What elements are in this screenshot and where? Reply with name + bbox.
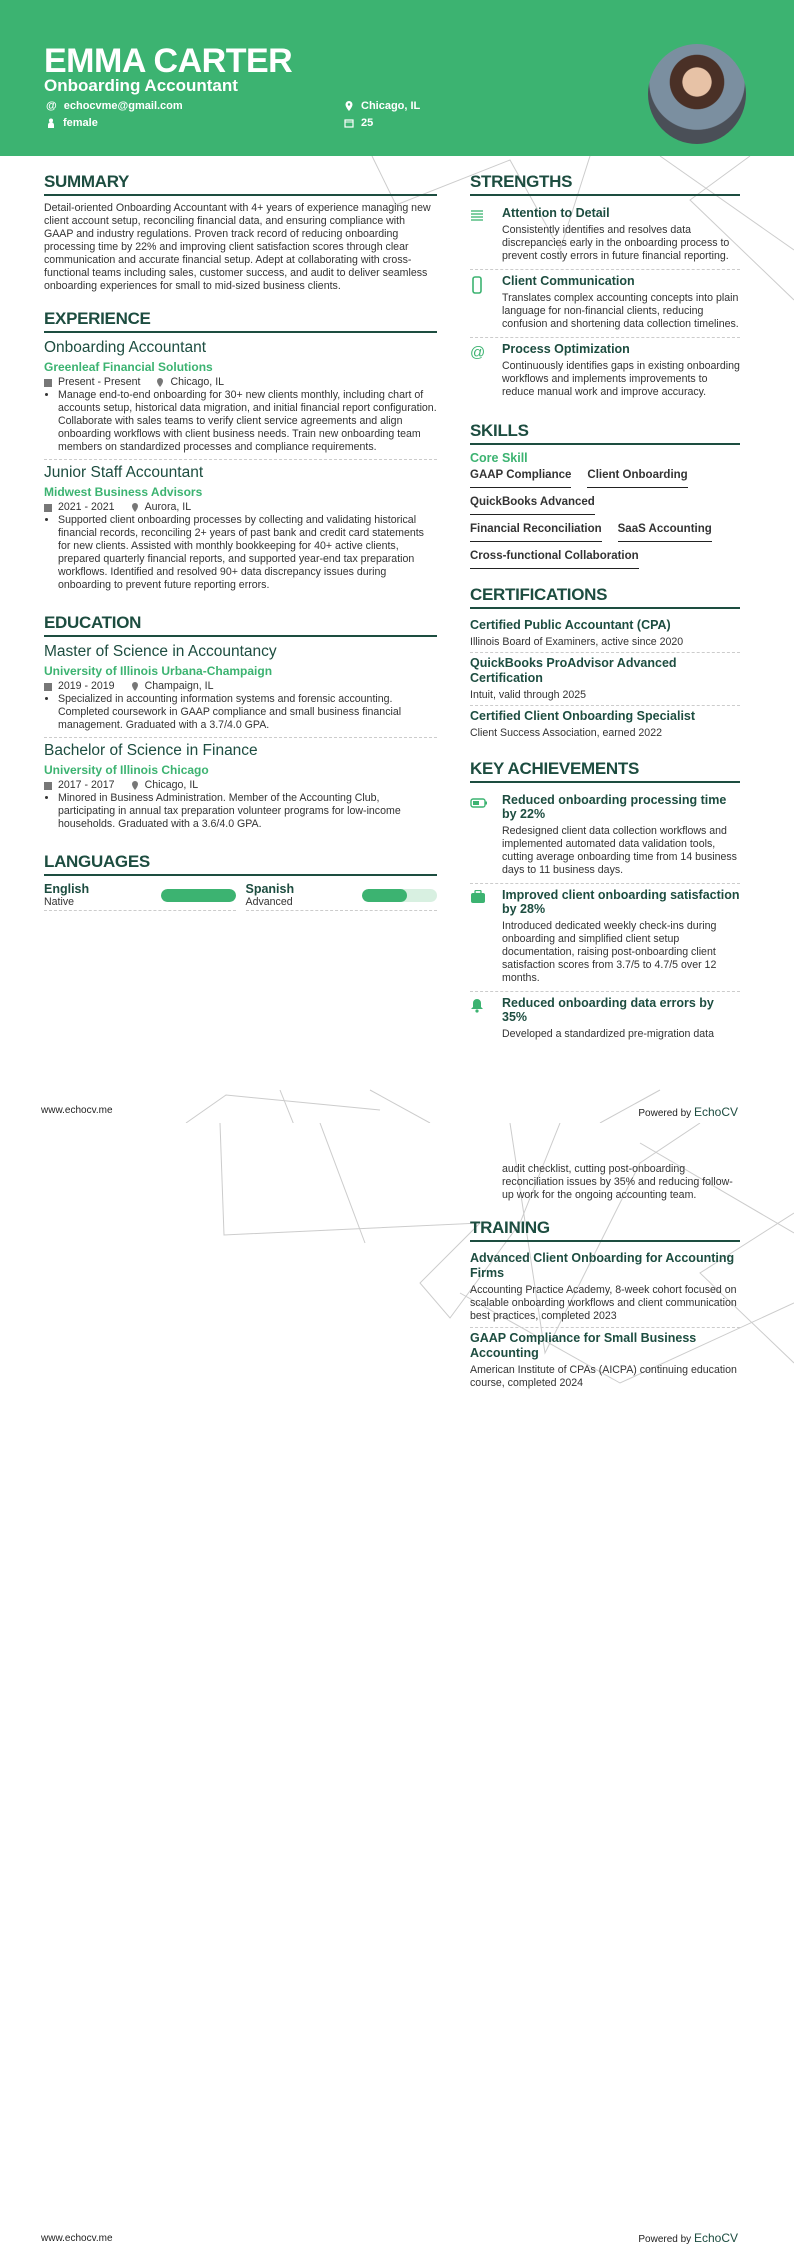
training-title: GAAP Compliance for Small Business Accounting	[470, 1331, 697, 1360]
bell-icon	[470, 998, 484, 1013]
language-level: Native	[44, 896, 75, 908]
brand-logo: EchoCV	[693, 2231, 738, 2245]
achievement-title: Reduced onboarding data errors by 35%	[502, 996, 714, 1024]
powered-by-text: Powered by	[638, 2234, 692, 2245]
location-pin-icon	[131, 781, 139, 790]
achievement-item	[470, 884, 740, 992]
contact-gender	[46, 117, 98, 129]
languages-section	[44, 852, 437, 911]
strength-item	[470, 202, 740, 270]
location-pin-icon	[156, 378, 164, 387]
dates: 2019 - 2019	[58, 680, 115, 692]
strengths-section	[470, 172, 740, 405]
location: Aurora, IL	[144, 501, 192, 513]
calendar-icon	[44, 378, 52, 387]
location: Champaign, IL	[144, 680, 214, 692]
achievements-section	[470, 759, 740, 1047]
achievement-title: Reduced onboarding processing time by 22%	[502, 793, 727, 821]
list-icon	[470, 208, 484, 222]
contact-email[interactable]	[46, 100, 183, 112]
proficiency-fill	[161, 889, 236, 902]
section-title: EXPERIENCE	[44, 309, 437, 333]
skill-tag: QuickBooks Advanced	[470, 496, 595, 515]
experience-section	[44, 309, 437, 597]
training-title: Advanced Client Onboarding for Accounting Firms	[470, 1251, 735, 1280]
phone-icon	[470, 276, 484, 294]
certification-issuer: Client Success Association, earned 2022	[470, 727, 662, 739]
certification-title: Certified Public Accountant (CPA)	[470, 618, 671, 632]
training-details: American Institute of CPAs (AICPA) continuing education course, completed 2024	[470, 1364, 737, 1389]
location-text: Chicago, IL	[361, 100, 421, 112]
at-icon: @	[470, 344, 486, 361]
right-column	[470, 172, 740, 1063]
strength-title: Client Communication	[502, 274, 635, 288]
bullet: • Specialized in accounting information systems and forensic accounting. Completed coursework in GAAP compliance and small business financial management. Graduated with a 3.7/4.0 GPA.	[58, 693, 437, 732]
proficiency-bar	[161, 889, 236, 902]
certification-issuer: Intuit, valid through 2025	[470, 689, 587, 701]
section-title: EDUCATION	[44, 613, 437, 637]
language-item	[246, 882, 438, 911]
strength-text: Continuously identifies gaps in existing onboarding workflows and implements improvements to reduce manual work and improve accuracy.	[502, 360, 740, 398]
calendar-icon	[44, 781, 52, 790]
certification-title: Certified Client Onboarding Specialist	[470, 709, 696, 723]
location-pin-icon	[131, 503, 139, 512]
profile-photo	[648, 44, 746, 144]
training-item	[470, 1248, 740, 1328]
footer-website[interactable]: www.echocv.me	[41, 2233, 113, 2244]
footer-website[interactable]: www.echocv.me	[41, 1105, 113, 1116]
candidate-name: EMMA CARTER	[44, 42, 293, 80]
training-details: Accounting Practice Academy, 8-week cohort focused on scalable onboarding workflows and client communication best practices, completed 2023	[470, 1284, 737, 1322]
footer-powered[interactable]	[638, 2231, 738, 2245]
strength-title: Attention to Detail	[502, 206, 610, 220]
certification-item	[470, 653, 740, 706]
brand-logo: EchoCV	[693, 1105, 738, 1119]
certification-title: QuickBooks ProAdvisor Advanced Certification	[470, 656, 677, 685]
company-name: Midwest Business Advisors	[44, 485, 203, 499]
strength-text: Consistently identifies and resolves data discrepancies early in the onboarding process to prevent costly errors in future financial reporting.	[502, 224, 730, 262]
powered-by-text: Powered by	[638, 1108, 692, 1119]
resume-page-2	[0, 1123, 794, 2246]
section-title: STRENGTHS	[470, 172, 740, 196]
strength-text: Translates complex accounting concepts into plain language for non-financial clients, reducing confusion and shortening data collection timelines.	[502, 292, 739, 330]
education-entry	[44, 643, 437, 738]
contact-age	[344, 117, 373, 129]
calendar-icon	[344, 118, 354, 128]
section-title: SKILLS	[470, 421, 740, 445]
header	[0, 0, 794, 156]
language-item	[44, 882, 236, 911]
school-name: University of Illinois Chicago	[44, 763, 209, 777]
language-level: Advanced	[245, 896, 293, 908]
section-title: SUMMARY	[44, 172, 437, 196]
section-title: CERTIFICATIONS	[470, 585, 740, 609]
achievement-text: Introduced dedicated weekly check-ins during onboarding and simplified client setup documentation, raising post-onboarding client satisfaction scores from 3.7/5 to 4.7/5 over 12 months.	[502, 920, 717, 984]
dates: 2021 - 2021	[58, 501, 115, 513]
skill-tag: Financial Reconciliation	[470, 523, 602, 542]
briefcase-icon	[470, 890, 486, 904]
candidate-role: Onboarding Accountant	[44, 76, 238, 95]
bullet: • Manage end-to-end onboarding for 30+ new clients monthly, including chart of accounts setup, historical data migration, and initial financial report configuration. Collaborate with sales teams to verify client service agreements and align onboarding workflows with client business needs. Train new onboarding team members on standardized processes and compliance requirements.	[58, 389, 437, 454]
language-name: Spanish	[245, 882, 295, 896]
skill-tag: Client Onboarding	[587, 469, 687, 488]
degree: Master of Science in Accountancy	[44, 643, 277, 660]
job-title: Junior Staff Accountant	[44, 464, 204, 481]
strength-title: Process Optimization	[502, 342, 630, 356]
location: Chicago, IL	[170, 376, 225, 388]
achievement-title: Improved client onboarding satisfaction by 28%	[502, 888, 740, 916]
certification-issuer: Illinois Board of Examiners, active since 2020	[470, 636, 684, 648]
achievement-text: Developed a standardized pre-migration data	[502, 1028, 715, 1040]
education-entry	[44, 742, 437, 836]
skill-group-title: Core Skill	[470, 451, 528, 465]
battery-icon	[470, 798, 488, 808]
skill-tag: GAAP Compliance	[470, 469, 571, 488]
gender-text: female	[63, 117, 98, 129]
education-section	[44, 613, 437, 836]
person-icon	[46, 118, 56, 128]
section-title: TRAINING	[470, 1218, 740, 1242]
age-text: 25	[361, 117, 374, 129]
bullet: • Supported client onboarding processes by collecting and validating historical financial records, reconciling 2+ years of past bank and credit card statements for new clients. Assisted with monthly bookkeeping for 40+ active clients, prepared quarterly financial reports, and supported year-end tax preparation workflows. Identified and resolved 90+ data discrepancy issues during onboarding to prevent future reporting errors.	[58, 514, 437, 592]
right-column-continued	[470, 1163, 740, 1410]
skills-section	[470, 421, 740, 569]
job-title: Onboarding Accountant	[44, 339, 207, 356]
bullet: • Minored in Business Administration. Member of the Accounting Club, participating in annual tax preparation volunteer programs for low-income households. Graduated with a 3.6/4.0 GPA.	[58, 792, 437, 831]
skill-tag: Cross-functional Collaboration	[470, 550, 639, 569]
experience-entry	[44, 339, 437, 460]
language-name: English	[44, 882, 90, 896]
experience-entry	[44, 464, 437, 597]
proficiency-bar	[362, 889, 437, 902]
location: Chicago, IL	[144, 779, 199, 791]
proficiency-fill	[362, 889, 407, 902]
section-title: LANGUAGES	[44, 852, 437, 876]
strength-item	[470, 338, 740, 405]
strength-item	[470, 270, 740, 338]
degree: Bachelor of Science in Finance	[44, 742, 258, 759]
certification-item	[470, 706, 740, 743]
calendar-icon	[44, 503, 52, 512]
email-text: echocvme@gmail.com	[63, 100, 183, 112]
footer-powered[interactable]	[638, 1105, 738, 1119]
school-name: University of Illinois Urbana-Champaign	[44, 664, 273, 678]
dates: Present - Present	[58, 376, 141, 388]
at-icon: @	[46, 100, 57, 112]
achievement-text-continued: audit checklist, cutting post-onboarding reconciliation issues by 35% and reducing follow-up work for the ongoing accounting team.	[502, 1163, 733, 1201]
achievement-text: Redesigned client data collection workflows and implemented automated data validation tools, cutting average onboarding time from 14 business days to 11 business days.	[502, 825, 737, 876]
company-name: Greenleaf Financial Solutions	[44, 360, 213, 374]
contact-location	[344, 100, 420, 112]
calendar-icon	[44, 682, 52, 691]
certification-item	[470, 615, 740, 653]
achievement-item	[470, 789, 740, 884]
section-title: KEY ACHIEVEMENTS	[470, 759, 740, 783]
training-item	[470, 1328, 740, 1394]
training-section	[470, 1218, 740, 1394]
summary-section	[44, 172, 437, 293]
certifications-section	[470, 585, 740, 743]
dates: 2017 - 2017	[58, 779, 115, 791]
location-pin-icon	[344, 101, 354, 111]
summary-text: Detail-oriented Onboarding Accountant with 4+ years of experience managing new client account setup, reconciling financial data, and ensuring compliance with GAAP and industry regulations. Proven track record of reducing onboarding processing time by 22% and improving client satisfaction scores through clear communication and accurate financial setup. Adept at collaborating with cross-functional teams including sales, customer success, and audit to deliver seamless onboarding experiences for small to mid-sized business clients.	[44, 202, 431, 292]
skill-tag: SaaS Accounting	[618, 523, 712, 542]
achievement-item	[470, 992, 740, 1047]
left-column	[44, 172, 437, 927]
location-pin-icon	[131, 682, 139, 691]
